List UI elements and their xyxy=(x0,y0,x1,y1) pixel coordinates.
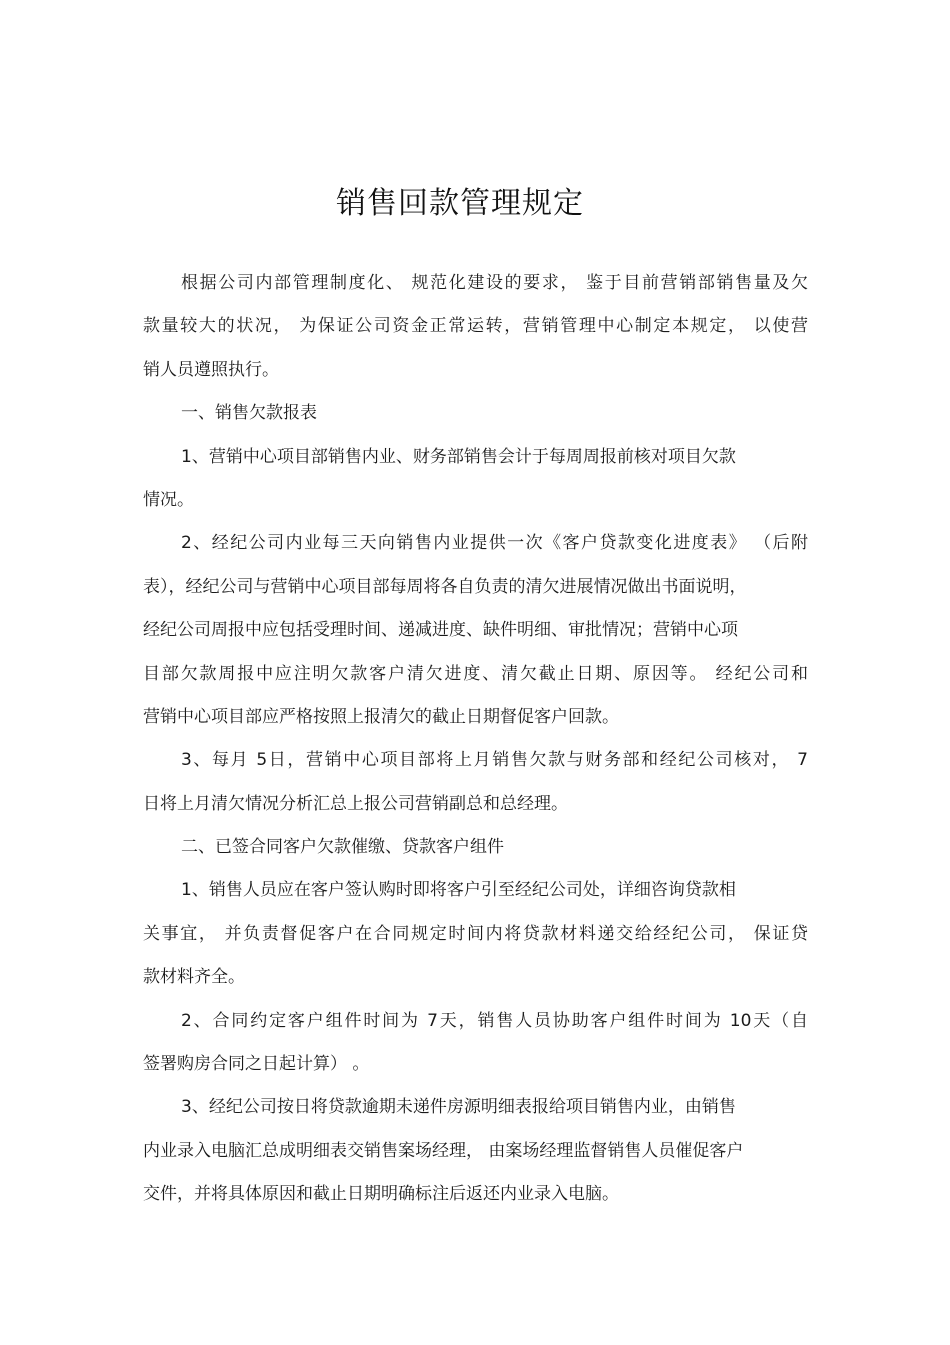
body-line: 销人员遵照执行。 xyxy=(143,359,279,380)
body-line: 日将上月清欠情况分析汇总上报公司营销副总和总经理。 xyxy=(143,793,568,814)
body-line: 二、已签合同客户欠款催缴、贷款客户组件 xyxy=(181,837,504,858)
body-line: 交件，并将具体原因和截止日期明确标注后返还内业录入电脑。 xyxy=(143,1184,619,1205)
body-line: 2、合同约定客户组件时间为 7天，销售人员协助客户组件时间为 10天（自 xyxy=(181,1010,808,1031)
body-line: 内业录入电脑汇总成明细表交销售案场经理， 由案场经理监督销售人员催促客户 xyxy=(143,1140,744,1161)
document-title: 销售回款管理规定 xyxy=(336,186,584,221)
body-line: 营销中心项目部应严格按照上报清欠的截止日期督促客户回款。 xyxy=(143,706,619,727)
body-line: 款量较大的状况， 为保证公司资金正常运转，营销管理中心制定本规定， 以使营 xyxy=(143,316,808,337)
body-line: 3、经纪公司按日将贷款逾期未递件房源明细表报给项目销售内业，由销售 xyxy=(181,1097,736,1118)
body-line: 一、销售欠款报表 xyxy=(181,403,317,424)
body-line: 表），经纪公司与营销中心项目部每周将各自负责的清欠进展情况做出书面说明， xyxy=(143,576,747,597)
body-line: 关事宜， 并负责督促客户在合同规定时间内将贷款材料递交给经纪公司， 保证贷 xyxy=(143,923,808,944)
body-line: 3、每月 5日，营销中心项目部将上月销售欠款与财务部和经纪公司核对， 7 xyxy=(181,750,808,771)
body-line: 情况。 xyxy=(143,489,194,510)
body-line: 签署购房合同之日起计算） 。 xyxy=(143,1054,370,1075)
body-line: 款材料齐全。 xyxy=(143,967,245,988)
body-line: 目部欠款周报中应注明欠款客户清欠进度、清欠截止日期、原因等。 经纪公司和 xyxy=(143,663,808,684)
body-line: 经纪公司周报中应包括受理时间、递减进度、缺件明细、审批情况；营销中心项 xyxy=(143,620,738,641)
body-line: 2、经纪公司内业每三天向销售内业提供一次《客户贷款变化进度表》 （后附 xyxy=(181,533,808,554)
body-line: 根据公司内部管理制度化、 规范化建设的要求， 鉴于目前营销部销售量及欠 xyxy=(181,273,808,293)
body-line: 1、销售人员应在客户签认购时即将客户引至经纪公司处，详细咨询贷款相 xyxy=(181,880,736,901)
body-line: 1、营销中心项目部销售内业、财务部销售会计于每周周报前核对项目欠款 xyxy=(181,446,736,467)
document-body xyxy=(143,262,808,1217)
